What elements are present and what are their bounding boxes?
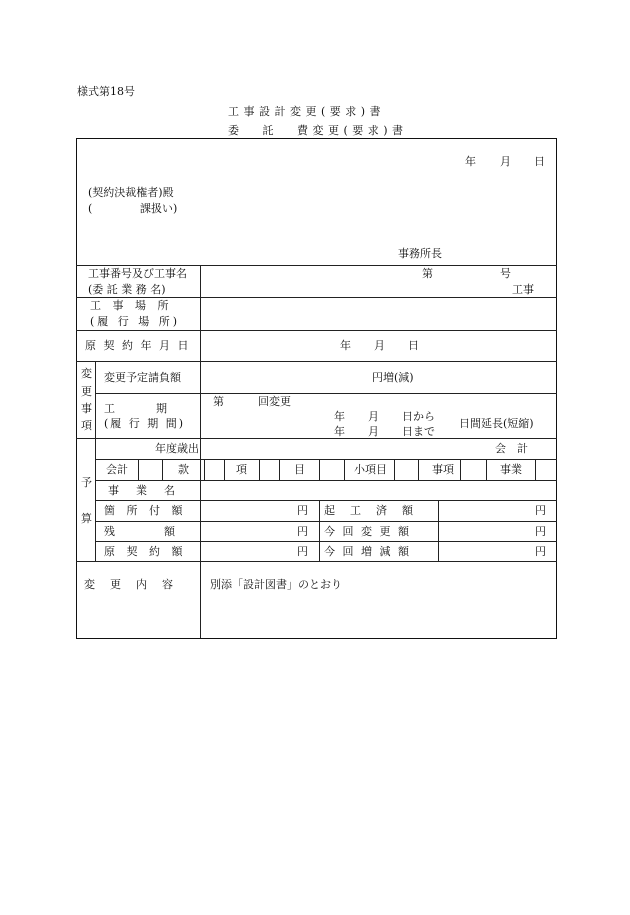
vert-label-divider-change: [95, 361, 96, 438]
col-div-6: [279, 459, 280, 480]
budget-right-1: 起 工 済 額: [324, 504, 415, 517]
period-from-month: 月: [368, 410, 379, 423]
period-from-day: 日から: [402, 410, 435, 423]
date-day: 日: [534, 155, 545, 168]
col-moku: 目: [294, 463, 305, 476]
period-label-2: (履 行 期 間): [104, 417, 186, 430]
budget-yen-5: 円: [535, 525, 546, 538]
budget-vert-1: 予: [81, 476, 92, 489]
place-label-2: (履 行 場 所): [90, 315, 181, 328]
change-vert-3: 事: [81, 402, 92, 415]
period-dai: 第: [213, 395, 224, 408]
budget-kaikei-right: 会 計: [495, 442, 528, 455]
budget-yen-2: 円: [297, 525, 308, 538]
frame-bottom: [76, 638, 557, 639]
budget-left-3: 原 契 約 額: [104, 545, 187, 558]
col-div-1: [138, 459, 139, 480]
col-kan: 款: [178, 463, 189, 476]
col-div-3: [204, 459, 205, 480]
orig-date-label: 原 契 約 年 月 日: [85, 339, 191, 352]
frame-top: [76, 138, 557, 139]
line-after-origdate: [76, 361, 557, 362]
date-month: 月: [500, 155, 511, 168]
title-line-1: 工 事 設 計 変 更 ( 要 求 ) 書: [228, 105, 382, 118]
budget-yen-4: 円: [535, 504, 546, 517]
col-jikou: 事項: [432, 463, 454, 476]
budget-left-2: 残 額: [104, 525, 179, 538]
line-after-amount: [95, 393, 557, 394]
budget-vert-2: 算: [81, 512, 92, 525]
period-from-year: 年: [334, 410, 345, 423]
period-extend: 日間延長(短縮): [459, 417, 534, 430]
work-no-koji: 工事: [512, 283, 534, 296]
place-label-1: 工 事 場 所: [90, 299, 173, 312]
period-to-day: 日まで: [402, 425, 435, 438]
content-value: 別添「設計図書」のとおり: [210, 578, 342, 591]
col-div-8: [344, 459, 345, 480]
col-div-12: [486, 459, 487, 480]
addressee-paren: (: [88, 202, 93, 215]
col-jigyou: 事業: [500, 463, 522, 476]
change-amount-label: 変更予定請負額: [104, 371, 181, 384]
col-div-4: [224, 459, 225, 480]
line-after-budget: [76, 561, 557, 562]
frame-left: [76, 138, 77, 639]
period-to-year: 年: [334, 425, 345, 438]
work-no-dai: 第: [422, 267, 433, 280]
col-shoukoumoku: 小項目: [354, 463, 387, 476]
period-henko: 回変更: [258, 395, 291, 408]
col-div-9: [394, 459, 395, 480]
line-after-workno: [76, 297, 557, 298]
line-budget-2: [95, 480, 557, 481]
vert-label-divider-budget: [95, 438, 96, 561]
orig-day: 日: [408, 339, 419, 352]
col-div-2: [162, 459, 163, 480]
col-kaikei: 会計: [106, 463, 128, 476]
line-after-top: [76, 265, 557, 266]
line-budget-1: [95, 459, 557, 460]
addressee: (契約決裁権者)殿: [88, 186, 174, 199]
project-name-label: 事 業 名: [108, 484, 178, 497]
line-budget-5: [95, 541, 557, 542]
budget-right-2: 今 回 変 更 額: [324, 525, 411, 538]
date-year: 年: [465, 155, 476, 168]
line-after-place: [76, 330, 557, 331]
right-divider-budget: [438, 500, 439, 561]
period-to-month: 月: [368, 425, 379, 438]
work-no-go: 号: [500, 267, 511, 280]
budget-yen-6: 円: [535, 545, 546, 558]
line-budget-4: [95, 521, 557, 522]
content-label: 変 更 内 容: [84, 578, 175, 591]
budget-yen-3: 円: [297, 545, 308, 558]
change-vert-2: 更: [81, 385, 92, 398]
office-head: 事務所長: [398, 247, 442, 260]
orig-year: 年: [340, 339, 351, 352]
change-vert-4: 項: [81, 419, 92, 432]
form-number: 様式第18号: [77, 85, 135, 98]
budget-right-3: 今 回 増 減 額: [324, 545, 411, 558]
budget-fiscal: 年度歳出: [155, 442, 199, 455]
mid-divider-budget: [319, 500, 320, 561]
work-no-label-2: (委 託 業 務 名): [88, 283, 166, 296]
col-div-5: [259, 459, 260, 480]
col-div-11: [460, 459, 461, 480]
budget-yen-1: 円: [297, 504, 308, 517]
change-amount-value: 円増(減): [372, 371, 414, 384]
line-after-period: [76, 438, 557, 439]
addressee-division: 課扱い): [140, 202, 178, 215]
change-vert-1: 変: [81, 367, 92, 380]
period-label-1: 工 期: [104, 402, 169, 415]
title-line-2: 委 託 費 変 更 ( 要 求 ) 書: [228, 124, 404, 137]
col-div-13: [535, 459, 536, 480]
col-div-7: [319, 459, 320, 480]
frame-right: [556, 138, 557, 639]
line-budget-3: [95, 500, 557, 501]
work-no-label-1: 工事番号及び工事名: [88, 267, 187, 280]
col-kou: 項: [236, 463, 247, 476]
orig-month: 月: [374, 339, 385, 352]
budget-left-1: 箇 所 付 額: [104, 504, 187, 517]
label-divider: [200, 265, 201, 638]
col-div-10: [418, 459, 419, 480]
